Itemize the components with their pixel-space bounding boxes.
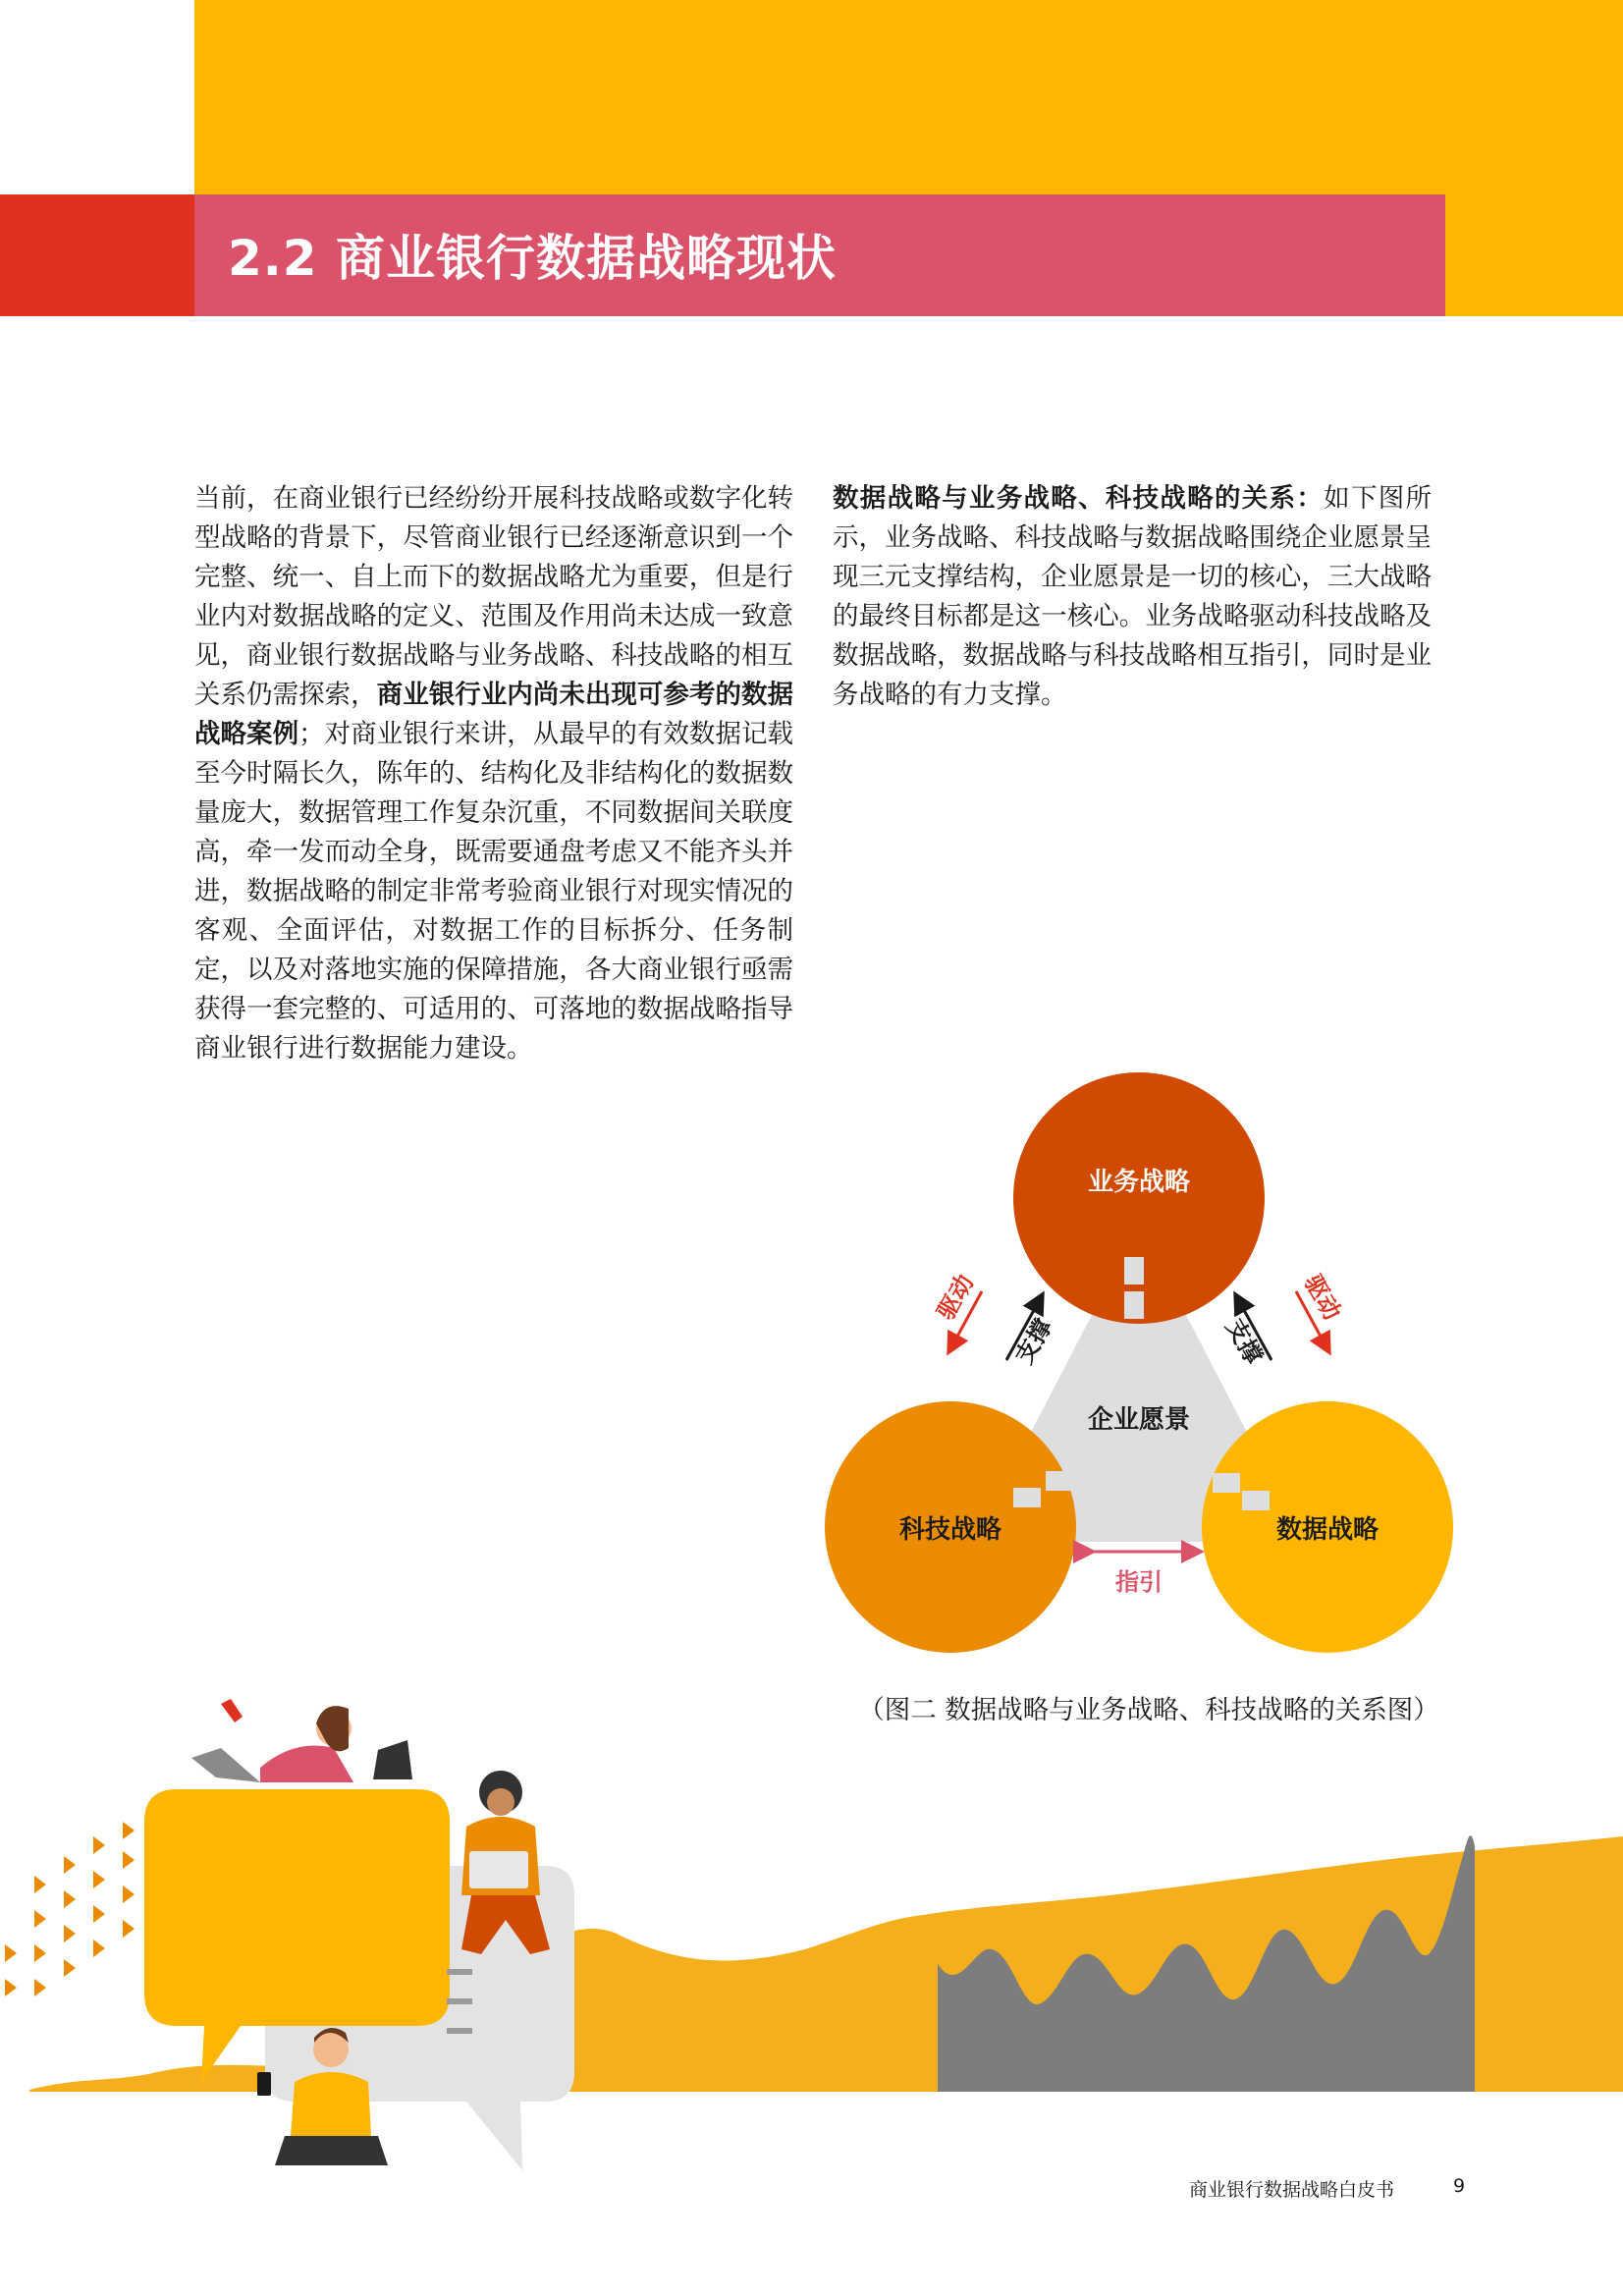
business-strategy-label: 业务战略 [1087, 1168, 1191, 1197]
guide-label: 指引 [1115, 1568, 1163, 1596]
drive-right-label: 驱动 [1298, 1270, 1347, 1325]
left-paragraph-part-1: 当前，在商业银行已经纷纷开展科技战略或数字化转型战略的背景下，尽管商业银行已经逐渐意识到一个完整、统一、自上而下的数据战略尤为重要，但是行业内对数据战略的定义、范围及作用尚未达成一致意见，商业银行数据战略与业务战略、科技战略的相互关系仍需探索， [194, 483, 793, 710]
section-title: 2.2 商业银行数据战略现状 [228, 230, 837, 287]
right-column-text [833, 479, 1432, 715]
decorative-illustration [0, 1669, 1623, 2180]
footer-doc-title: 商业银行数据战略白皮书 [1188, 2179, 1394, 2201]
puzzle-tab [1213, 1473, 1240, 1493]
page-number: 9 [1453, 2175, 1466, 2197]
drive-left-label: 驱动 [931, 1270, 980, 1325]
puzzle-tab [1124, 1291, 1144, 1319]
right-paragraph: 如下图所示，业务战略、科技战略与数据战略围绕企业愿景呈现三元支撑结构，企业愿景是一切的核心，三大战略的最终目标都是这一核心。业务战略驱动科技战略及数据战略，数据战略与科技战略相互指引，同时是业务战略的有力支撑。 [833, 483, 1433, 710]
title-bar-yellow-block [1445, 194, 1623, 316]
strategy-relationship-diagram [805, 1061, 1492, 1689]
vision-label: 企业愿景 [1087, 1405, 1191, 1435]
data-strategy-label: 数据战略 [1275, 1515, 1380, 1545]
woman-with-laptop [191, 1699, 412, 1782]
left-column-text [194, 479, 793, 1068]
puzzle-tab [1124, 1257, 1144, 1285]
support-right-label: 支撑 [1219, 1314, 1269, 1369]
diagram-caption: （图二 数据战略与业务战略、科技战略的关系图） [858, 1695, 1439, 1725]
top-yellow-band [194, 0, 1623, 196]
title-bar-red-block [0, 194, 194, 316]
puzzle-tab [1242, 1491, 1270, 1510]
support-left-label: 支撑 [1009, 1314, 1058, 1369]
puzzle-tab [1046, 1471, 1073, 1491]
right-paragraph-bold: 数据战略与业务战略、科技战略的关系： [833, 483, 1325, 514]
business-strategy-circle [1013, 1072, 1265, 1324]
puzzle-tab [1013, 1488, 1041, 1507]
left-paragraph-bold: 商业银行业内尚未出现可参考的数据战略案例 [194, 680, 794, 749]
left-paragraph-part-2: ；对商业银行来讲，从最早的有效数据记载至今时隔长久，陈年的、结构化及非结构化的数据数量庞大，数据管理工作复杂沉重，不同数据间关联度高，牵一发而动全身，既需要通盘考虑又不能齐头并进，数据战略的制定非常考验商业银行对现实情况的客观、全面评估，对数据工作的目标拆分、任务制定，以及对落地实施的保障措施，各大商业银行亟需获得一套完整的、可适用的、可落地的数据战略指导商业银行进行数据能力建设。 [194, 719, 794, 1064]
tech-strategy-label: 科技战略 [898, 1515, 1002, 1545]
